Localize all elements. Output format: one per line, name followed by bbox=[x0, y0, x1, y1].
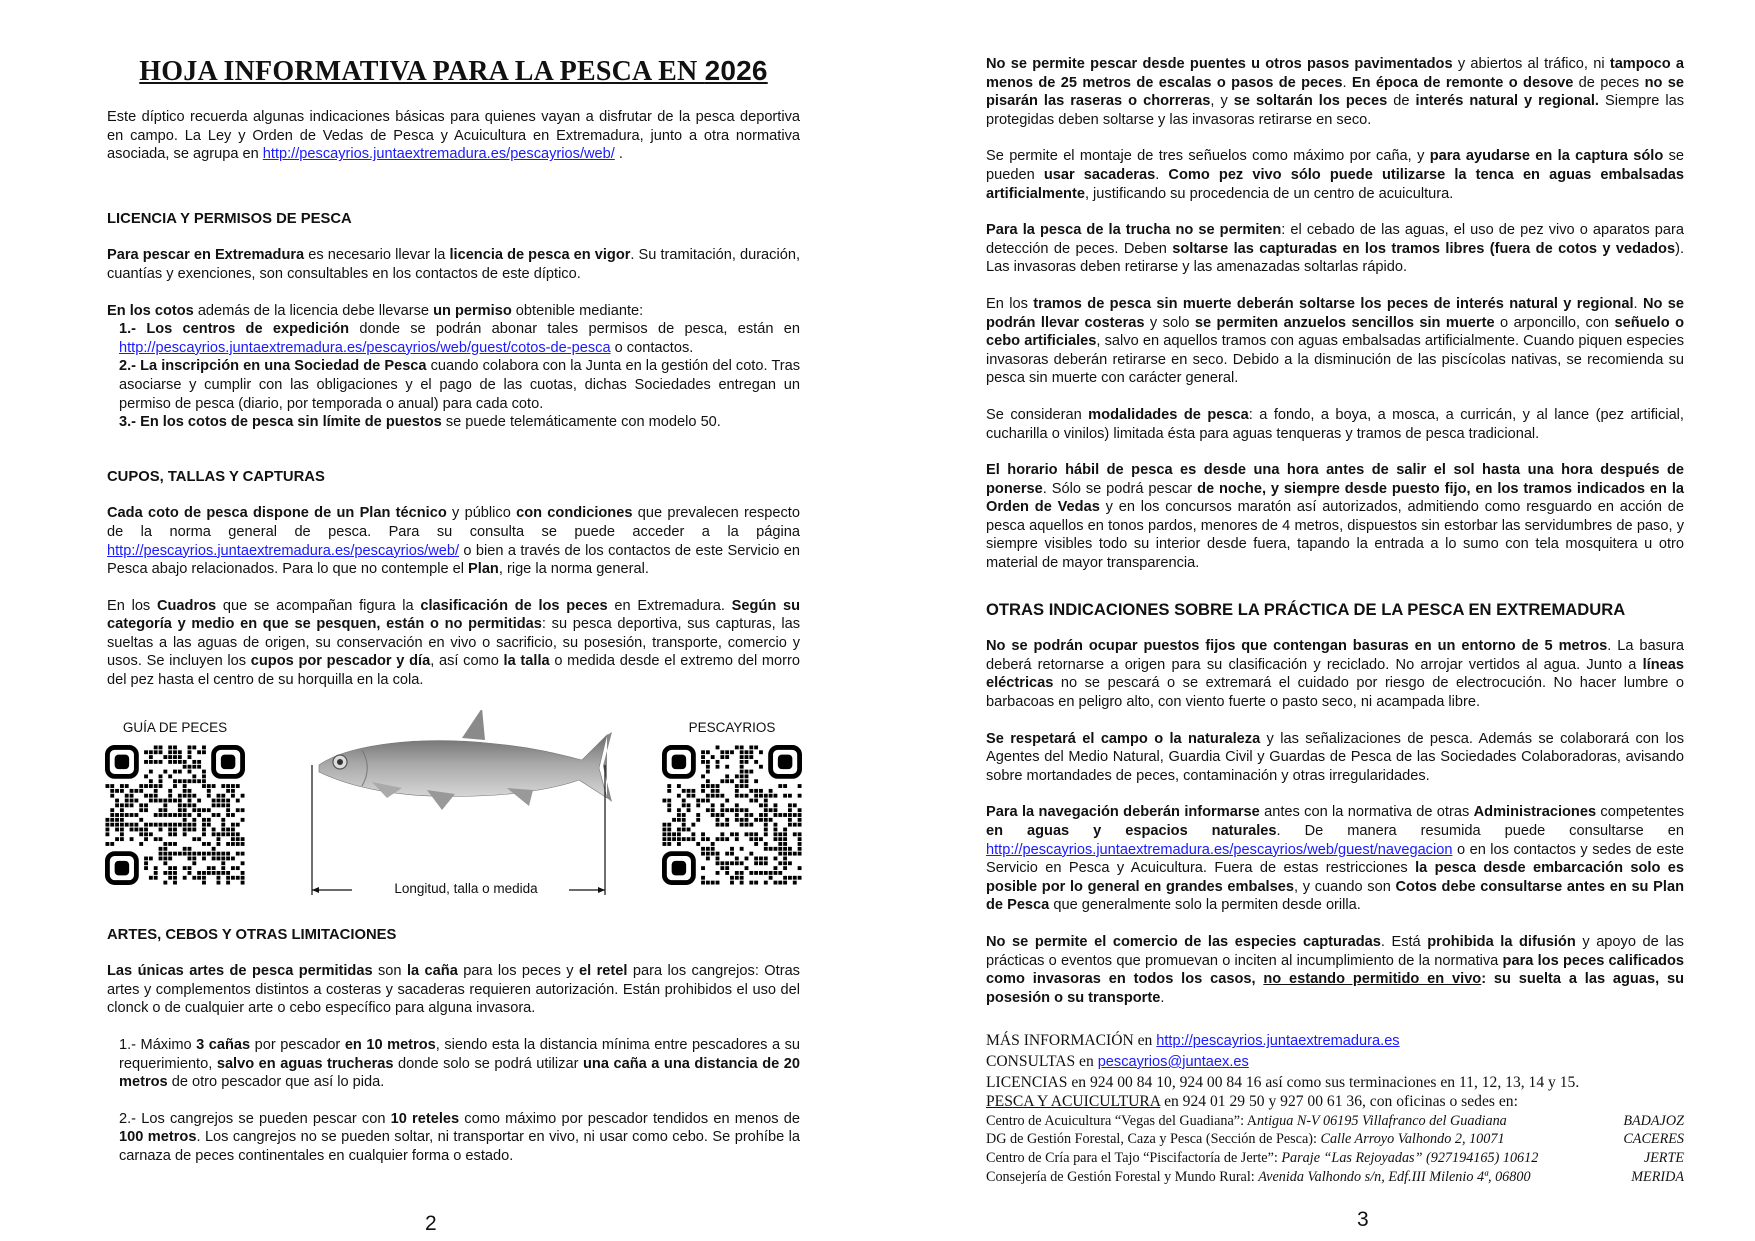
office-city: MERIDA bbox=[1631, 1168, 1684, 1185]
intro-text: Este díptico recuerda algunas indicaciones básicas para quienes vayan a disfrutar de la pesca deportiva en campo. La Ley y Orden de Vedas de Pesca y Acuicultura en Extremadura, junto a otra normativa asociada, se agrupa en bbox=[107, 109, 800, 163]
t: no se pescará o se extremará el cuidado por riesgo de electrocución. No hacer lumbre o barbacoas en peligro alto, con viento fuerte o pasto seco, ni acampada libre. bbox=[986, 675, 1684, 711]
navegacion-paragraph bbox=[986, 803, 1684, 915]
t: . bbox=[1633, 295, 1643, 312]
t: PESCA Y ACUICULTURA bbox=[986, 1093, 1161, 1111]
fish-measure-figure bbox=[107, 710, 800, 900]
t: o contactos. bbox=[610, 339, 694, 356]
t: o bien a través de los contactos de este Servicio en Pesca abajo relacionados. Para lo que no contemple el bbox=[107, 542, 800, 578]
t: en Extremadura. bbox=[607, 597, 732, 614]
office-name: DG de Gestión Forestal, Caza y Pesca (Sección de Pesca): bbox=[986, 1131, 1321, 1148]
t: con condiciones bbox=[516, 505, 633, 522]
t: señuelo o cebo artificiales bbox=[986, 314, 1684, 350]
t: En los bbox=[986, 295, 1034, 312]
office-name: Centro de Acuicultura “Vegas del Guadiana”: A bbox=[986, 1112, 1258, 1129]
heading-cupos: CUPOS, TALLAS Y CAPTURAS bbox=[107, 468, 325, 485]
t: : el cebado de las aguas, el uso de pez vivo o aparatos para detección de peces. Deben bbox=[986, 222, 1684, 257]
office-address: ntigua N-V 06195 Villafranco del Guadiana bbox=[1257, 1112, 1507, 1129]
t: , así como bbox=[430, 653, 504, 670]
t: Para la navegación deberán informarse bbox=[986, 804, 1260, 821]
t: Se respetará el campo o la naturaleza bbox=[986, 730, 1261, 747]
t: . De manera resumida puede consultarse en bbox=[1276, 823, 1684, 839]
qr-pescayrios-label: PESCAYRIOS bbox=[688, 719, 776, 735]
t: usar sacaderas bbox=[1043, 166, 1156, 183]
t: 3 cañas bbox=[196, 1037, 251, 1054]
t: para los peces y bbox=[457, 963, 580, 980]
t: . Sólo se podrá pescar bbox=[1042, 480, 1198, 497]
office-info bbox=[986, 1149, 1538, 1168]
office-row bbox=[986, 1168, 1684, 1187]
qr-pescayrios[interactable] bbox=[662, 710, 802, 885]
office-address: Calle Arroyo Valhondo 2, 10071 bbox=[1320, 1131, 1505, 1148]
office-row bbox=[986, 1149, 1684, 1168]
office-info bbox=[986, 1112, 1507, 1131]
t: en aguas y espacios naturales bbox=[986, 823, 1277, 839]
t: no se pisarán las raseras o chorreras bbox=[986, 74, 1684, 110]
email-link[interactable]: pescayrios@juntaex.es bbox=[1097, 1053, 1249, 1070]
t: Se permite el montaje de tres señuelos como máximo por caña, y bbox=[986, 148, 1430, 165]
t: Según su categoría y medio en que se pesquen, están o no permitidas bbox=[107, 597, 800, 633]
qr-code-icon bbox=[662, 745, 802, 885]
t: Para pescar en Extremadura bbox=[107, 247, 305, 264]
mas-informacion bbox=[986, 1031, 1684, 1052]
t: de bbox=[1387, 93, 1416, 110]
t: o en los contactos y sedes de este Servicio en Pesca y Acuicultura. Fuera de estas restricciones bbox=[986, 841, 1684, 877]
t: el retel bbox=[579, 963, 628, 980]
right-column bbox=[986, 55, 1684, 1186]
office-info bbox=[986, 1168, 1531, 1187]
t: En los cotos bbox=[107, 302, 194, 319]
t: además de la licencia debe llevarse bbox=[193, 302, 434, 319]
intro-end: . bbox=[614, 146, 623, 163]
t: cuando colabora con la Junta en la gestión del coto. Tras asociarse y cumplir con las obligaciones y el pago de las cuotas, dichas Sociedades entregan un permiso de pesca (diario, por temporada o anual) para cada coto. bbox=[119, 358, 800, 412]
t: prohibida la difusión bbox=[1427, 933, 1576, 950]
t: y las señalizaciones de pesca. Además se colaborará con los Agentes del Medio Natural, Guardia Civil y Guardas de Pesca de las Sociedades Colaboradoras, avisando sobre mortandades de peces, contaminación y otras irregularidades. bbox=[986, 730, 1684, 784]
t: es necesario llevar la bbox=[304, 247, 450, 264]
office-city: BADAJOZ bbox=[1623, 1112, 1684, 1129]
t: 100 metros bbox=[119, 1129, 197, 1146]
t: modalidades de pesca bbox=[1088, 406, 1249, 423]
artes-item-2 bbox=[107, 1110, 800, 1166]
t: En época de remonte o desove bbox=[1351, 74, 1574, 91]
page-number: 2 bbox=[425, 1212, 437, 1235]
t: No se permite pescar desde puentes u otros pasos pavimentados bbox=[986, 56, 1453, 72]
heading-licencia: LICENCIA Y PERMISOS DE PESCA bbox=[107, 210, 352, 227]
t: una caña a una distancia de 20 metros bbox=[119, 1055, 801, 1091]
t: MÁS INFORMACIÓN en bbox=[986, 1032, 1157, 1050]
t: ). Las invasoras deben retirarse y las amenazadas soltarlas rápido. bbox=[986, 240, 1684, 276]
t: y solo bbox=[1144, 314, 1195, 331]
t: tampoco a menos de 25 metros de escalas o pasos de peces bbox=[986, 56, 1685, 91]
horario-paragraph bbox=[986, 461, 1684, 573]
t: donde se podrán abonar tales permisos de pesca, están en bbox=[349, 321, 800, 338]
info-link[interactable]: http://pescayrios.juntaextremadura.es bbox=[1156, 1033, 1400, 1050]
t: 1.- Los centros de expedición bbox=[119, 321, 350, 338]
t: Cuadros bbox=[156, 597, 217, 614]
t: o arponcillo, con bbox=[1494, 314, 1615, 331]
t: No se podrán ocupar puestos fijos que contengan basuras en un entorno de 5 metros bbox=[986, 638, 1608, 655]
t: Se consideran bbox=[986, 406, 1089, 423]
t: Para la pesca de la trucha no se permiten bbox=[986, 222, 1282, 239]
t: Como pez vivo sólo puede utilizarse la tenca en aguas embalsadas artificialmente bbox=[986, 166, 1684, 202]
fish-illustration bbox=[307, 710, 637, 895]
t: de peces bbox=[1573, 74, 1645, 91]
t: en 924 01 29 50 y 927 00 61 36, con oficinas o sedes en: bbox=[1160, 1093, 1518, 1111]
t: la talla bbox=[503, 653, 550, 670]
cuadros-paragraph bbox=[107, 597, 800, 690]
document-title bbox=[107, 55, 800, 88]
cotos-de-pesca-link[interactable]: http://pescayrios.juntaextremadura.es/pescayrios/web/guest/cotos-de-pesca bbox=[119, 339, 611, 356]
t: que prevalecen respecto de la norma general de pesca. Para su consulta se puede acceder a la página bbox=[107, 505, 800, 540]
page-left bbox=[0, 0, 877, 1241]
t: . bbox=[1342, 74, 1352, 91]
t: competentes bbox=[1596, 804, 1684, 821]
offices-list bbox=[986, 1112, 1684, 1186]
t: que se acompañan figura la bbox=[216, 597, 421, 614]
t: para ayudarse en la captura sólo bbox=[1429, 148, 1664, 165]
t: para los peces calificados como invasoras en todos los casos, bbox=[986, 952, 1684, 988]
pescayrios-web-link[interactable]: http://pescayrios.juntaextremadura.es/pescayrios/web/ bbox=[107, 542, 460, 559]
t: líneas eléctricas bbox=[986, 656, 1684, 692]
t: , y cuando son bbox=[1293, 878, 1396, 895]
t: , justificando su procedencia de un centro de acuicultura. bbox=[1084, 185, 1454, 202]
t: 10 reteles bbox=[390, 1110, 460, 1127]
senuelos-paragraph bbox=[986, 147, 1684, 203]
t: . bbox=[1160, 989, 1165, 1006]
qr-guia-label: GUÍA DE PECES bbox=[122, 719, 228, 735]
page-right bbox=[877, 0, 1755, 1241]
t: 1.- Máximo bbox=[119, 1037, 197, 1054]
page-number: 3 bbox=[1357, 1208, 1369, 1231]
qr-code-icon bbox=[105, 745, 245, 885]
licencias-phones: LICENCIAS en 924 00 84 10, 924 00 84 16 así como sus terminaciones en 11, 12, 13, 14 y 15. bbox=[986, 1073, 1580, 1091]
qr-guia-peces[interactable] bbox=[105, 710, 245, 885]
t: cupos por pescador y día bbox=[250, 653, 431, 670]
t: 2.- La inscripción en una Sociedad de Pesca bbox=[119, 358, 427, 375]
t: No se permite el comercio de las especies capturadas bbox=[986, 933, 1381, 950]
t: : su pesca deportiva, sus capturas, las sueltas a las aguas de origen, su conservación en vivo o sacrificio, su posesión, transporte, comercio y usos. Se incluyen los bbox=[107, 616, 800, 670]
consultas bbox=[986, 1052, 1684, 1073]
t: son bbox=[372, 963, 407, 980]
office-city: JERTE bbox=[1643, 1149, 1684, 1166]
t: Cada coto de pesca dispone de un Plan técnico bbox=[107, 505, 447, 522]
intro-paragraph bbox=[107, 108, 800, 164]
t: como máximo por pescador tendidos en menos de bbox=[459, 1110, 800, 1127]
t: , rige la norma general. bbox=[498, 561, 649, 578]
cotos-item-2 bbox=[107, 357, 800, 413]
t: que generalmente solo la permiten desde orilla. bbox=[1049, 897, 1361, 914]
t: . Su tramitación, duración, cuantías y exenciones, son consultables en los contactos de este díptico. bbox=[107, 247, 801, 282]
t: la pesca desde embarcación solo es posible por lo general en grandes embalses bbox=[986, 860, 1684, 895]
cotos-item-1 bbox=[107, 320, 800, 357]
t: se pueden bbox=[986, 148, 1685, 183]
basuras-paragraph bbox=[986, 637, 1684, 711]
t: No se podrán llevar costeras bbox=[986, 295, 1685, 331]
left-column bbox=[107, 55, 800, 1166]
t: se puede telemáticamente con modelo 50. bbox=[441, 414, 721, 431]
t: y en los concursos maratón así autorizados, admitiendo como resguardo en acción de pesca aquellos en tonos pardos, menores de 4 metros, dispuestos sin estorbar las servidumbres de paso, y siempre visibles todo su interior desde fuera, tapando la entrada a lo sumo con tela mosquitera u otro material de mayor transparencia. bbox=[986, 499, 1684, 572]
office-address: Paraje “Las Rejoyadas” (927194165) 10612 bbox=[1281, 1149, 1539, 1166]
title-text: HOJA INFORMATIVA PARA LA PESCA EN bbox=[139, 56, 705, 87]
t: obtenible mediante: bbox=[511, 302, 644, 319]
cotos-item-3 bbox=[107, 413, 800, 432]
puentes-paragraph bbox=[986, 55, 1684, 129]
t: . Los cangrejos no se pueden soltar, ni transportar en vivo, ni usar como cebo. Se prohíbe la carnaza de peces continentales en cualquier forma o estado. bbox=[119, 1129, 800, 1164]
t: , salvo en aquellos tramos con aguas embalsadas artificialmente. Cuando piquen especies invasoras deberán retirarse en seco. Debido a la disminución de las piscícolas nativas, se recomienda su pesca sin muerte con carácter general. bbox=[986, 333, 1684, 387]
t: Las únicas artes de pesca permitidas bbox=[107, 963, 373, 980]
t: para los cangrejos: Otras artes y complementos distintos a costeras y sacaderas requieren autorización. Están prohibidos el uso del clonck o de cualquier arte o cebo específico para alguna invasora. bbox=[107, 963, 800, 1017]
t: se permiten anzuelos sencillos sin muerte bbox=[1194, 314, 1495, 331]
t: no estando permitido en vivo bbox=[1263, 971, 1482, 988]
t: Administraciones bbox=[1473, 804, 1597, 821]
t: 2.- Los cangrejos se pueden pescar con bbox=[119, 1110, 391, 1127]
t: y abiertos al tráfico, ni bbox=[1452, 56, 1610, 72]
t: y público bbox=[446, 505, 517, 522]
t: Siempre las protegidas deben soltarse y las invasoras retirarse en seco. bbox=[986, 93, 1684, 128]
t: . bbox=[1155, 166, 1169, 183]
t: tramos de pesca sin muerte deberán soltarse los peces de interés natural y regional bbox=[1033, 295, 1634, 312]
office-row bbox=[986, 1112, 1684, 1131]
t: : su suelta a las aguas, su posesión o su transporte bbox=[986, 971, 1684, 1006]
plan-tecnico-paragraph bbox=[107, 504, 800, 578]
t: licencia de pesca en vigor bbox=[449, 247, 631, 264]
artes-item-1 bbox=[107, 1036, 800, 1092]
naturaleza-paragraph bbox=[986, 730, 1684, 786]
t: se soltarán los peces bbox=[1233, 93, 1388, 110]
comercio-paragraph bbox=[986, 933, 1684, 1007]
sin-muerte-paragraph bbox=[986, 295, 1684, 388]
t: . Está bbox=[1380, 933, 1428, 950]
office-name: Consejería de Gestión Forestal y Mundo Rural: bbox=[986, 1168, 1259, 1185]
artes-paragraph bbox=[107, 962, 800, 1018]
t: soltarse las capturadas en los tramos libres (fuera de cotos y vedados bbox=[1172, 240, 1676, 257]
heading-otras-indicaciones: OTRAS INDICACIONES SOBRE LA PRÁCTICA DE LA PESCA EN EXTREMADURA bbox=[986, 599, 1626, 619]
office-city: CACERES bbox=[1623, 1131, 1684, 1148]
navegacion-link[interactable]: http://pescayrios.juntaextremadura.es/pescayrios/web/guest/navegacion bbox=[986, 841, 1453, 858]
contacts-block bbox=[986, 1031, 1684, 1186]
t: CONSULTAS en bbox=[986, 1052, 1098, 1070]
t: antes con la normativa de otras bbox=[1259, 804, 1474, 821]
t: de noche, y siempre desde puesto fijo, en los tramos indicados en la Orden de Vedas bbox=[986, 480, 1684, 516]
heading-artes: ARTES, CEBOS Y OTRAS LIMITACIONES bbox=[107, 926, 397, 943]
t: Cotos debe consultarse antes en su Plan de Pesca bbox=[986, 878, 1684, 914]
t: en 10 metros bbox=[344, 1037, 436, 1054]
t: o medida desde el extremo del morro del pez hasta el centro de su horquilla en la cola. bbox=[107, 653, 801, 689]
fish-icon bbox=[307, 710, 637, 895]
licencia-paragraph bbox=[107, 246, 800, 283]
t: interés natural y regional. bbox=[1415, 93, 1599, 110]
t: 3.- En los cotos de pesca sin límite de puestos bbox=[119, 414, 442, 431]
t: de otro pescador que así lo pida. bbox=[167, 1074, 385, 1091]
title-year: 2026 bbox=[704, 55, 768, 86]
trucha-paragraph bbox=[986, 221, 1684, 277]
office-name: Centro de Cría para el Tajo “Piscifactoría de Jerte”: bbox=[986, 1149, 1282, 1166]
t: . La basura deberá retornarse a origen para su clasificación y reciclado. No arrojar vertidos al agua. Junto a bbox=[986, 638, 1684, 673]
office-info bbox=[986, 1130, 1505, 1149]
office-address: Avenida Valhondo s/n, Edf.III Milenio 4ª, 06800 bbox=[1258, 1168, 1531, 1185]
office-row bbox=[986, 1130, 1684, 1149]
t: Plan bbox=[468, 561, 499, 578]
t: salvo en aguas trucheras bbox=[216, 1055, 394, 1072]
modalidades-paragraph bbox=[986, 406, 1684, 443]
intro-link[interactable]: http://pescayrios.juntaextremadura.es/pescayrios/web/ bbox=[262, 146, 615, 163]
t: , y bbox=[1210, 93, 1234, 110]
measure-label: Longitud, talla o medida bbox=[394, 880, 538, 896]
cotos-paragraph bbox=[107, 302, 800, 321]
t: y apoyo de las prácticas o eventos que promuevan o inciten al incumplimiento de la normativa bbox=[986, 933, 1684, 969]
t: : a fondo, a boya, a mosca, a curricán, y al lance (pez artificial, cucharilla o vinilos) limitada ésta para aguas tenqueras y tramos de pesca tradicional. bbox=[986, 406, 1684, 442]
t: la caña bbox=[406, 963, 458, 980]
pesca-acuicultura bbox=[986, 1092, 1684, 1112]
t: El horario hábil de pesca es desde una hora antes de salir el sol hasta una hora después de ponerse bbox=[986, 462, 1684, 497]
t: En los bbox=[107, 597, 157, 614]
t: clasificación de los peces bbox=[420, 597, 608, 614]
t: un permiso bbox=[433, 302, 512, 319]
t: donde solo se podrá utilizar bbox=[393, 1055, 583, 1072]
t: por pescador bbox=[250, 1037, 345, 1054]
t: , siendo esta la distancia mínima entre pescadores a su requerimiento, bbox=[119, 1037, 801, 1072]
